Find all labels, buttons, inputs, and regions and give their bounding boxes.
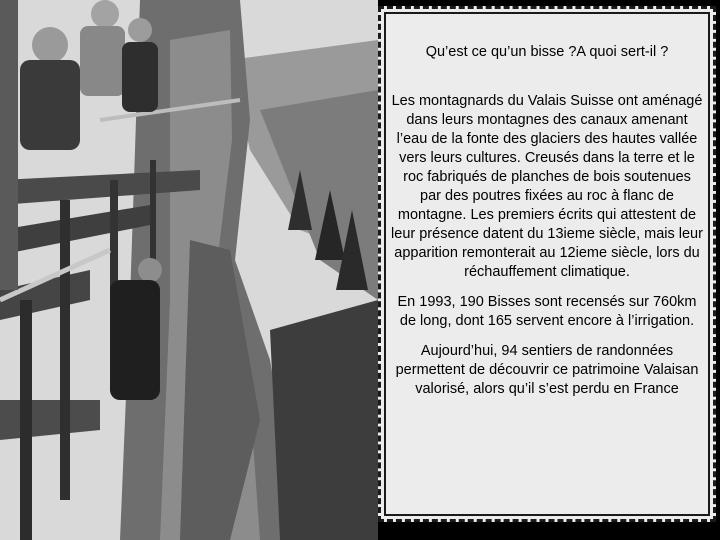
paragraph-history: Les montagnards du Valais Suisse ont aménagé dans leurs montagnes des canaux amenant l’eau de la fonte des glaciers des hautes vallée vers leurs cultures. Creusés dans la terre et le roc fabriqués de planches de bois soutenues par des poutres fixées au roc à flanc de montagne. Les premiers écrits qui attestent de leur présence datent du 13ieme siècle, mais leur apparition remonterait au 12ieme siècle, lors du réchauffement climatique.: [391, 93, 703, 280]
slide-title: Qu’est ce qu’un bisse ?A quoi sert-il ?: [425, 44, 669, 60]
paragraph-today: Aujourd’hui, 94 sentiers de randonnées permettent de découvrir ce patrimoine Valaisan valorisé, alors qu’il s’est perdu en France: [395, 343, 699, 397]
paragraph-statistics: En 1993, 190 Bisses sont recensés sur 760km de long, dont 165 servent encore à l’irrigation.: [397, 294, 697, 329]
slide-content: [391, 17, 703, 511]
text-slide: [378, 6, 716, 522]
